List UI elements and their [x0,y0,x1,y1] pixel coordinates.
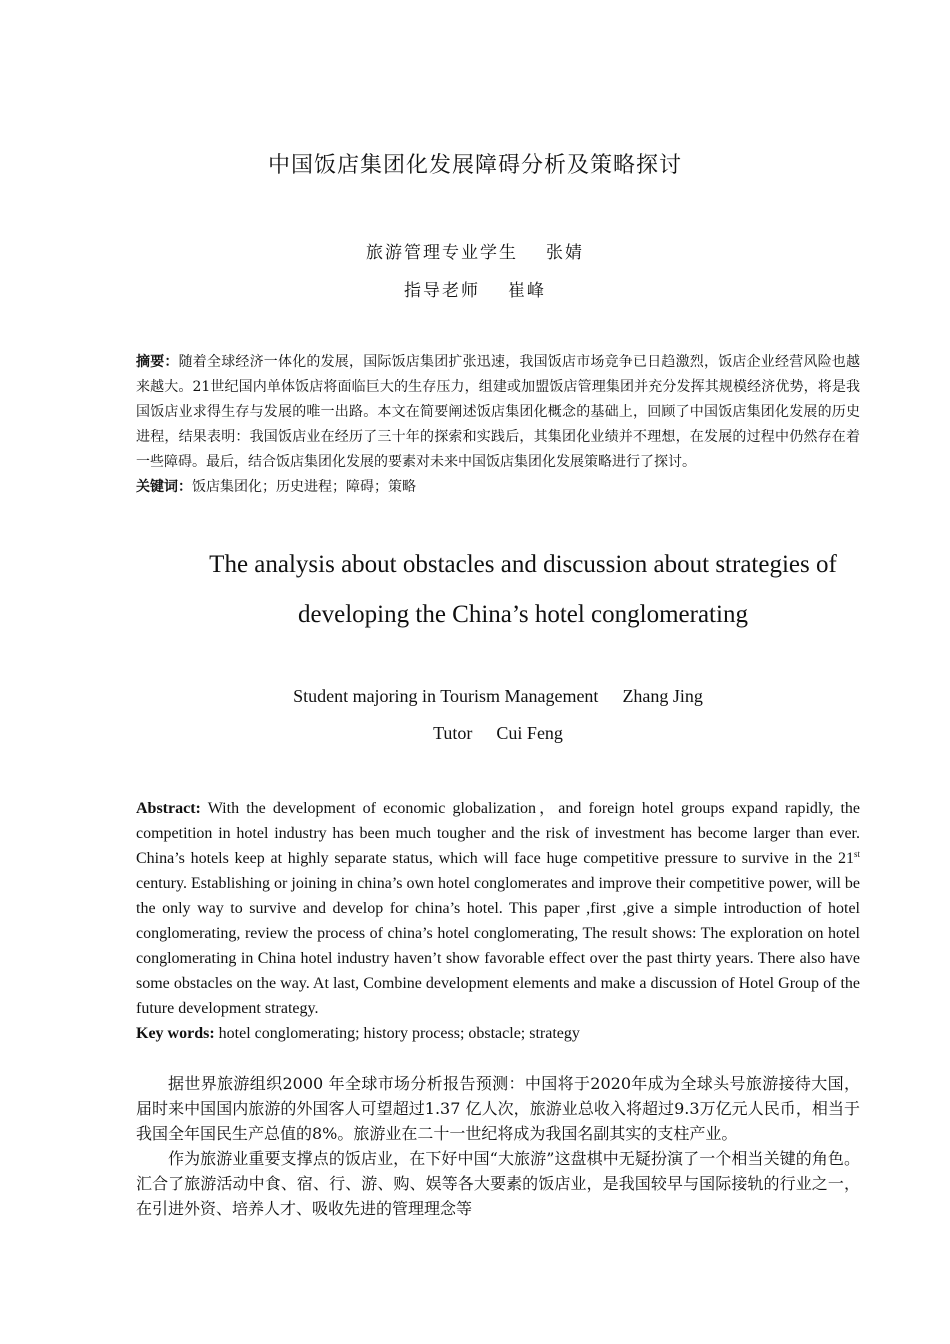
chinese-tutor-name: 崔峰 [508,281,546,301]
ordinal-superscript: st [853,849,860,859]
english-student-role: Student majoring in Tourism Management [293,686,599,706]
chinese-abstract-label: 摘要： [136,354,179,370]
english-abstract-text-1: With the development of economic globalization，and foreign hotel groups expand rapidly, the competition in hotel industry has been much tougher and the risk of investment has become larger than ever. China’s hotels keep at highly separate status, which will face huge competitive pressure to survive in the 21 [136,800,860,867]
chinese-tutor-line [0,276,950,301]
english-tutor-line [0,723,950,744]
english-keywords-text: hotel conglomerating; history process; obstacle; strategy [214,1025,580,1042]
chinese-title: 中国饭店集团化发展障碍分析及策略探讨 [267,153,682,178]
body-text [136,1071,860,1221]
english-title [136,540,910,640]
english-student-name: Zhang Jing [622,686,703,706]
english-keywords-label: Key words: [136,1025,215,1042]
chinese-keywords [136,475,860,500]
chinese-abstract-text: 随着全球经济一体化的发展，国际饭店集团扩张迅速，我国饭店市场竞争已日趋激烈，饭店企业经营风险也越来越大。21世纪国内单体饭店将面临巨大的生存压力，组建或加盟饭店管理集团并充分发挥其规模经济优势，将是我国饭店业求得生存与发展的唯一出路。本文在简要阐述饭店集团化概念的基础上，回顾了中国饭店集团化发展的历史进程，结果表明：我国饭店业在经历了三十年的探索和实践后，其集团化业绩并不理想，在发展的过程中仍然存在着一些障碍。最后，结合饭店集团化发展的要素对未来中国饭店集团化发展策略进行了探讨。 [136,354,861,470]
chinese-student-role: 旅游管理专业学生 [366,243,518,263]
english-abstract-label: Abstract: [136,800,201,817]
english-title-line-1: The analysis about obstacles and discussion about strategies of [209,551,837,578]
body-paragraph-1: 据世界旅游组织2000 年全球市场分析报告预测：中国将于2020年成为全球头号旅游接待大国，届时来中国国内旅游的外国客人可望超过1.37 亿人次，旅游业总收入将超过9.3万亿元人民币，相当于我国全年国民生产总值的8%。旅游业在二十一世纪将成为我国名副其实的支柱产业。 [136,1074,860,1143]
chinese-keywords-text: 饭店集团化；历史进程；障碍；策略 [192,479,416,495]
chinese-keywords-label: 关键词： [136,479,192,495]
english-abstract [136,796,860,1021]
chinese-abstract [136,350,860,475]
english-student-line [0,686,950,707]
english-tutor-role: Tutor [433,723,473,743]
chinese-student-line [0,238,950,263]
english-tutor-name: Cui Feng [496,723,563,743]
english-keywords [136,1021,860,1046]
body-paragraph-2: 作为旅游业重要支撑点的饭店业，在下好中国“大旅游”这盘棋中无疑扮演了一个相当关键的角色。汇合了旅游活动中食、宿、行、游、购、娱等各大要素的饭店业，是我国较早与国际接轨的行业之一，在引进外资、培养人才、吸收先进的管理理念等 [136,1149,860,1218]
english-abstract-text-2: century. Establishing or joining in china’s own hotel conglomerates and improve their competitive power, will be the only way to survive and develop for china’s hotel. This paper ,first ,give a simple introduction of hotel conglomerating, review the process of china’s hotel conglomerating, The result shows: The exploration on hotel conglomerating in China hotel industry haven’t show favorable effect over the past thirty years. There also have some obstacles on the way. At last, Combine development elements and make a discussion of Hotel Group of the future development strategy. [136,875,860,1017]
english-title-line-2: developing the China’s hotel conglomerating [298,601,748,628]
chinese-abstract-block [136,350,860,500]
chinese-tutor-role: 指导老师 [404,281,480,301]
english-abstract-block [136,796,860,1046]
chinese-student-name: 张婧 [546,243,584,263]
